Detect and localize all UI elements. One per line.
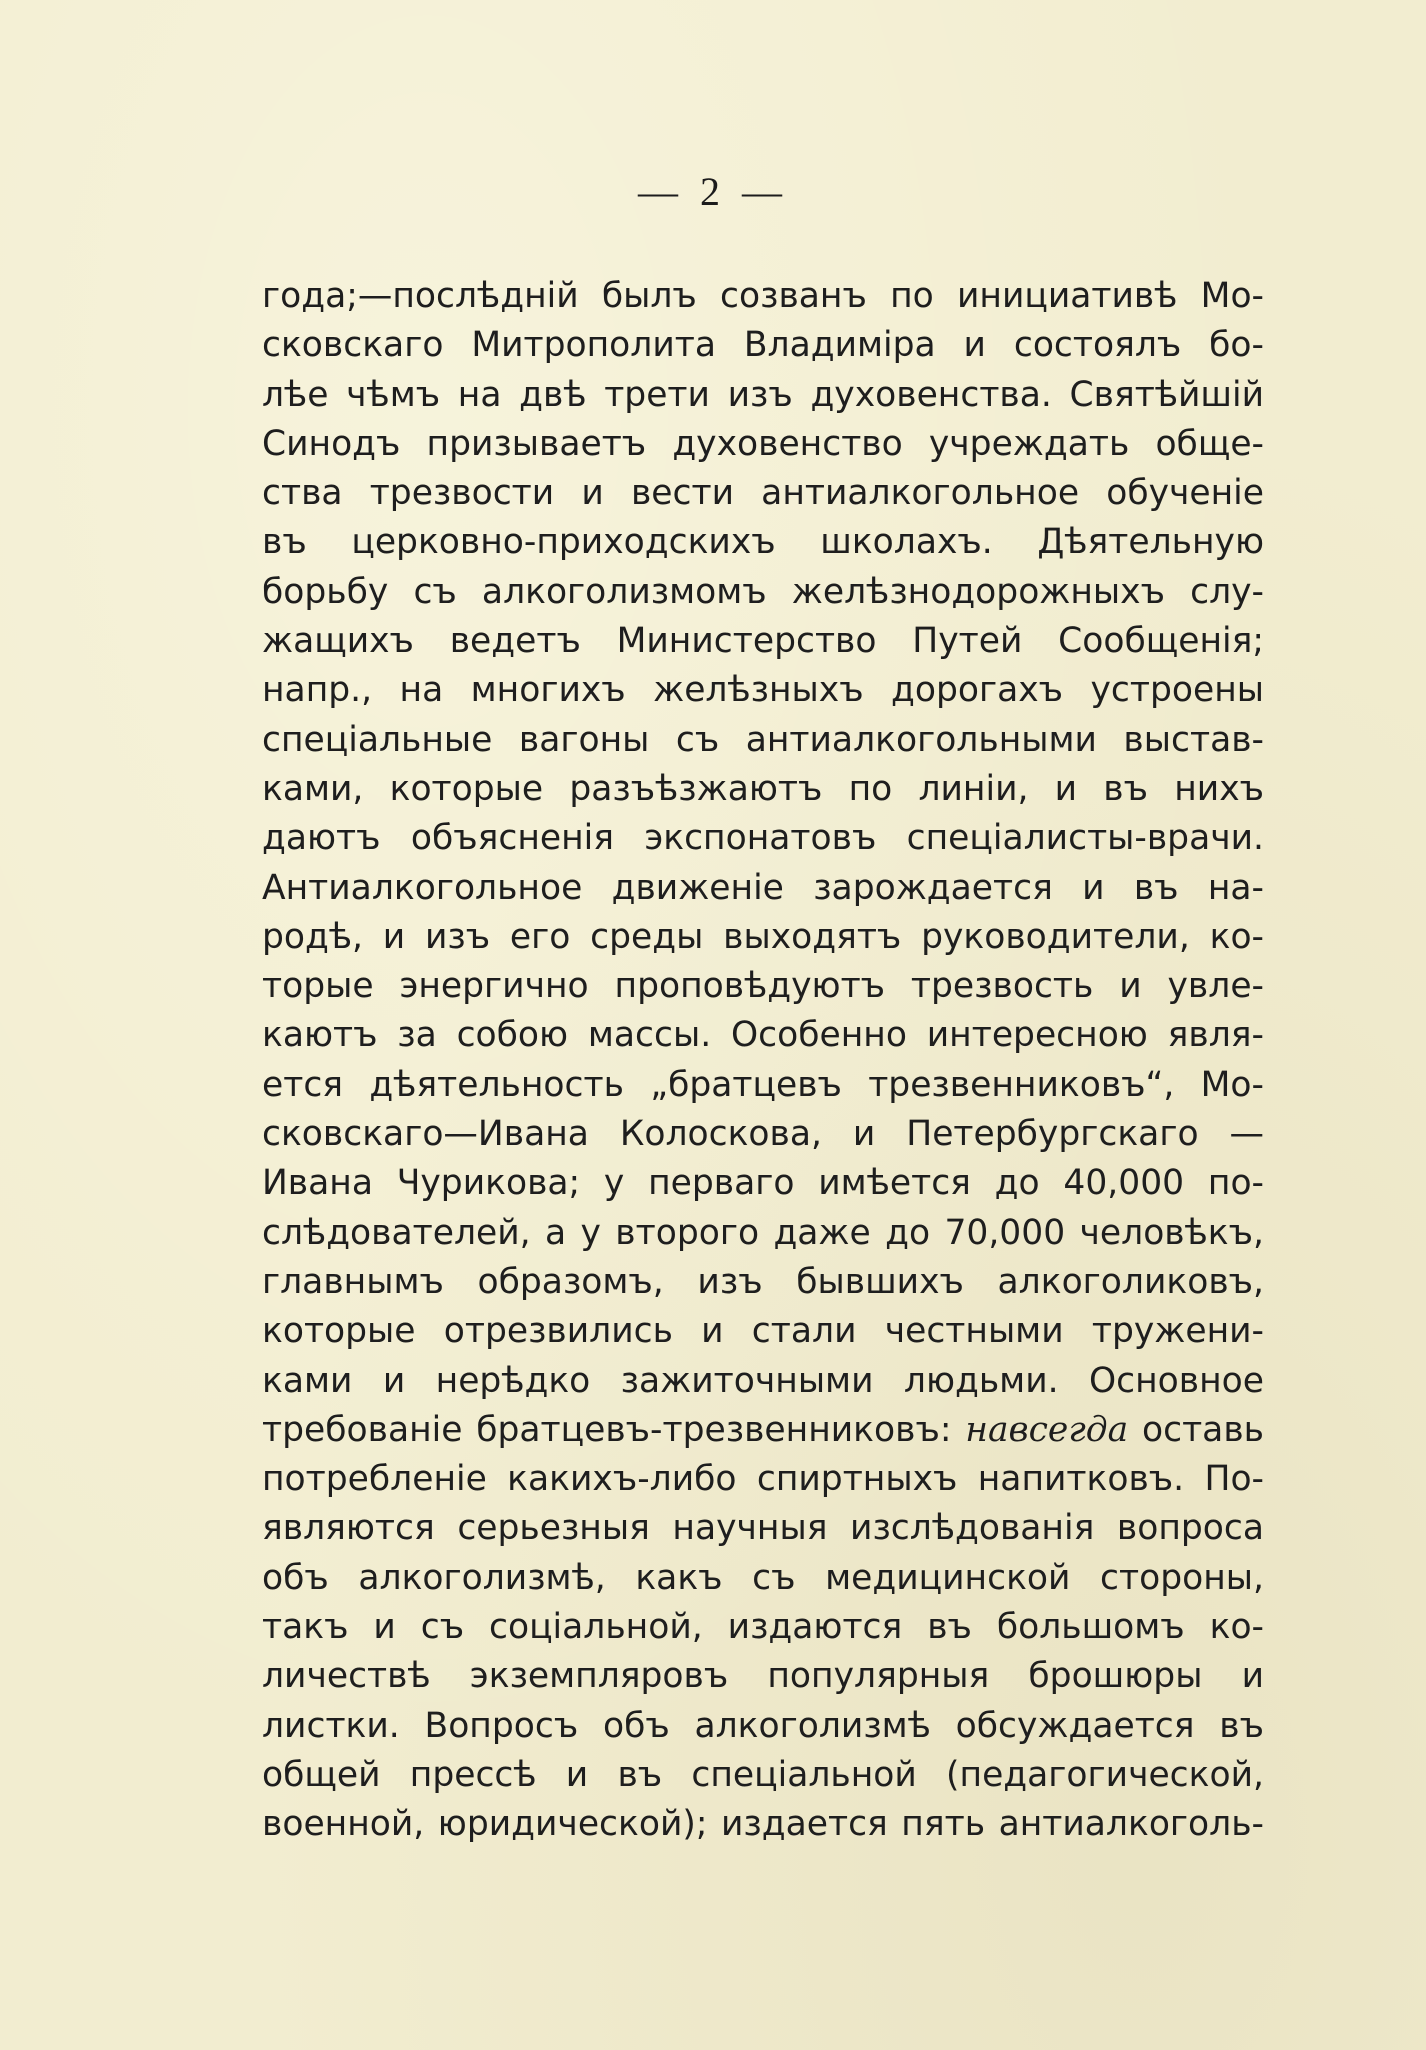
text-line: сковскаго—Ивана Колоскова, и Петербургскаго — [262,1114,1264,1155]
text-line: сковскаго Митрополита Владиміра и состоялъ бо- [262,325,1264,366]
text-line: Ивана Чурикова; у перваго имѣется до 40,000 по- [262,1163,1264,1204]
text-line: ства трезвости и вести антиалкогольное обученіе [262,473,1264,514]
text-line-with-emphasis [262,1406,1264,1455]
text-line: родѣ, и изъ его среды выходятъ руководители, ко- [262,916,1264,957]
text-line: каютъ за собою массы. Особенно интересною явля- [262,1015,1264,1056]
text-line: торые энергично проповѣдуютъ трезвость и увле- [262,966,1264,1007]
text-line: листки. Вопросъ объ алкоголизмѣ обсуждается въ [262,1705,1264,1746]
text-line: объ алкоголизмѣ, какъ съ медицинской стороны, [262,1557,1264,1598]
text-line: Синодъ призываетъ духовенство учреждать обще- [262,423,1264,464]
body-text [262,272,1264,1850]
text-line: слѣдователей, а у второго даже до 70,000 человѣкъ, [262,1212,1264,1253]
text-line: напр., на многихъ желѣзныхъ дорогахъ устроены [262,670,1264,711]
text-line: потребленіе какихъ-либо спиртныхъ напитковъ. По- [262,1459,1264,1500]
text-line: военной, юридической); издается пять антиалкоголь- [262,1804,1264,1845]
text-line: ками, которые разъѣзжаютъ по линіи, и въ нихъ [262,768,1264,809]
text-line: ется дѣятельность „братцевъ трезвенниковъ“, Мо- [262,1064,1264,1105]
text-line: такъ и съ соціальной, издаются въ большомъ ко- [262,1607,1264,1648]
emphasized-word: навсегда [965,1409,1129,1450]
line-text-before: требованіе братцевъ-трезвенниковъ: [262,1409,966,1450]
text-line: спеціальные вагоны съ антиалкогольными выстав- [262,719,1264,760]
text-line: въ церковно-приходскихъ школахъ. Дѣятельную [262,522,1264,563]
text-line: года;—послѣдній былъ созванъ по инициативѣ Мо- [262,276,1264,316]
text-line: главнымъ образомъ, изъ бывшихъ алкоголиковъ, [262,1261,1264,1302]
text-line: ками и нерѣдко зажиточными людьми. Основное [262,1360,1264,1401]
text-line: лѣе чѣмъ на двѣ трети изъ духовенства. Святѣйшій [262,374,1264,415]
text-line: являются серьезныя научныя изслѣдованія вопроса [262,1508,1264,1549]
page-number: — 2 — [638,169,788,214]
line-text-after: оставь [1128,1409,1264,1450]
text-line: которые отрезвились и стали честными тружени- [262,1311,1264,1352]
text-line: жащихъ ведетъ Министерство Путей Сообщенія; [262,621,1264,662]
text-line: общей прессѣ и въ спеціальной (педагогической, [262,1754,1264,1795]
text-line: борьбу съ алкоголизмомъ желѣзнодорожныхъ слу- [262,571,1264,612]
text-line: Антиалкогольное движеніе зарождается и въ на- [262,867,1264,908]
text-line: даютъ объясненія экспонатовъ спеціалисты-врачи. [262,818,1264,859]
text-line: личествѣ экземпляровъ популярныя брошюры и [262,1656,1264,1697]
